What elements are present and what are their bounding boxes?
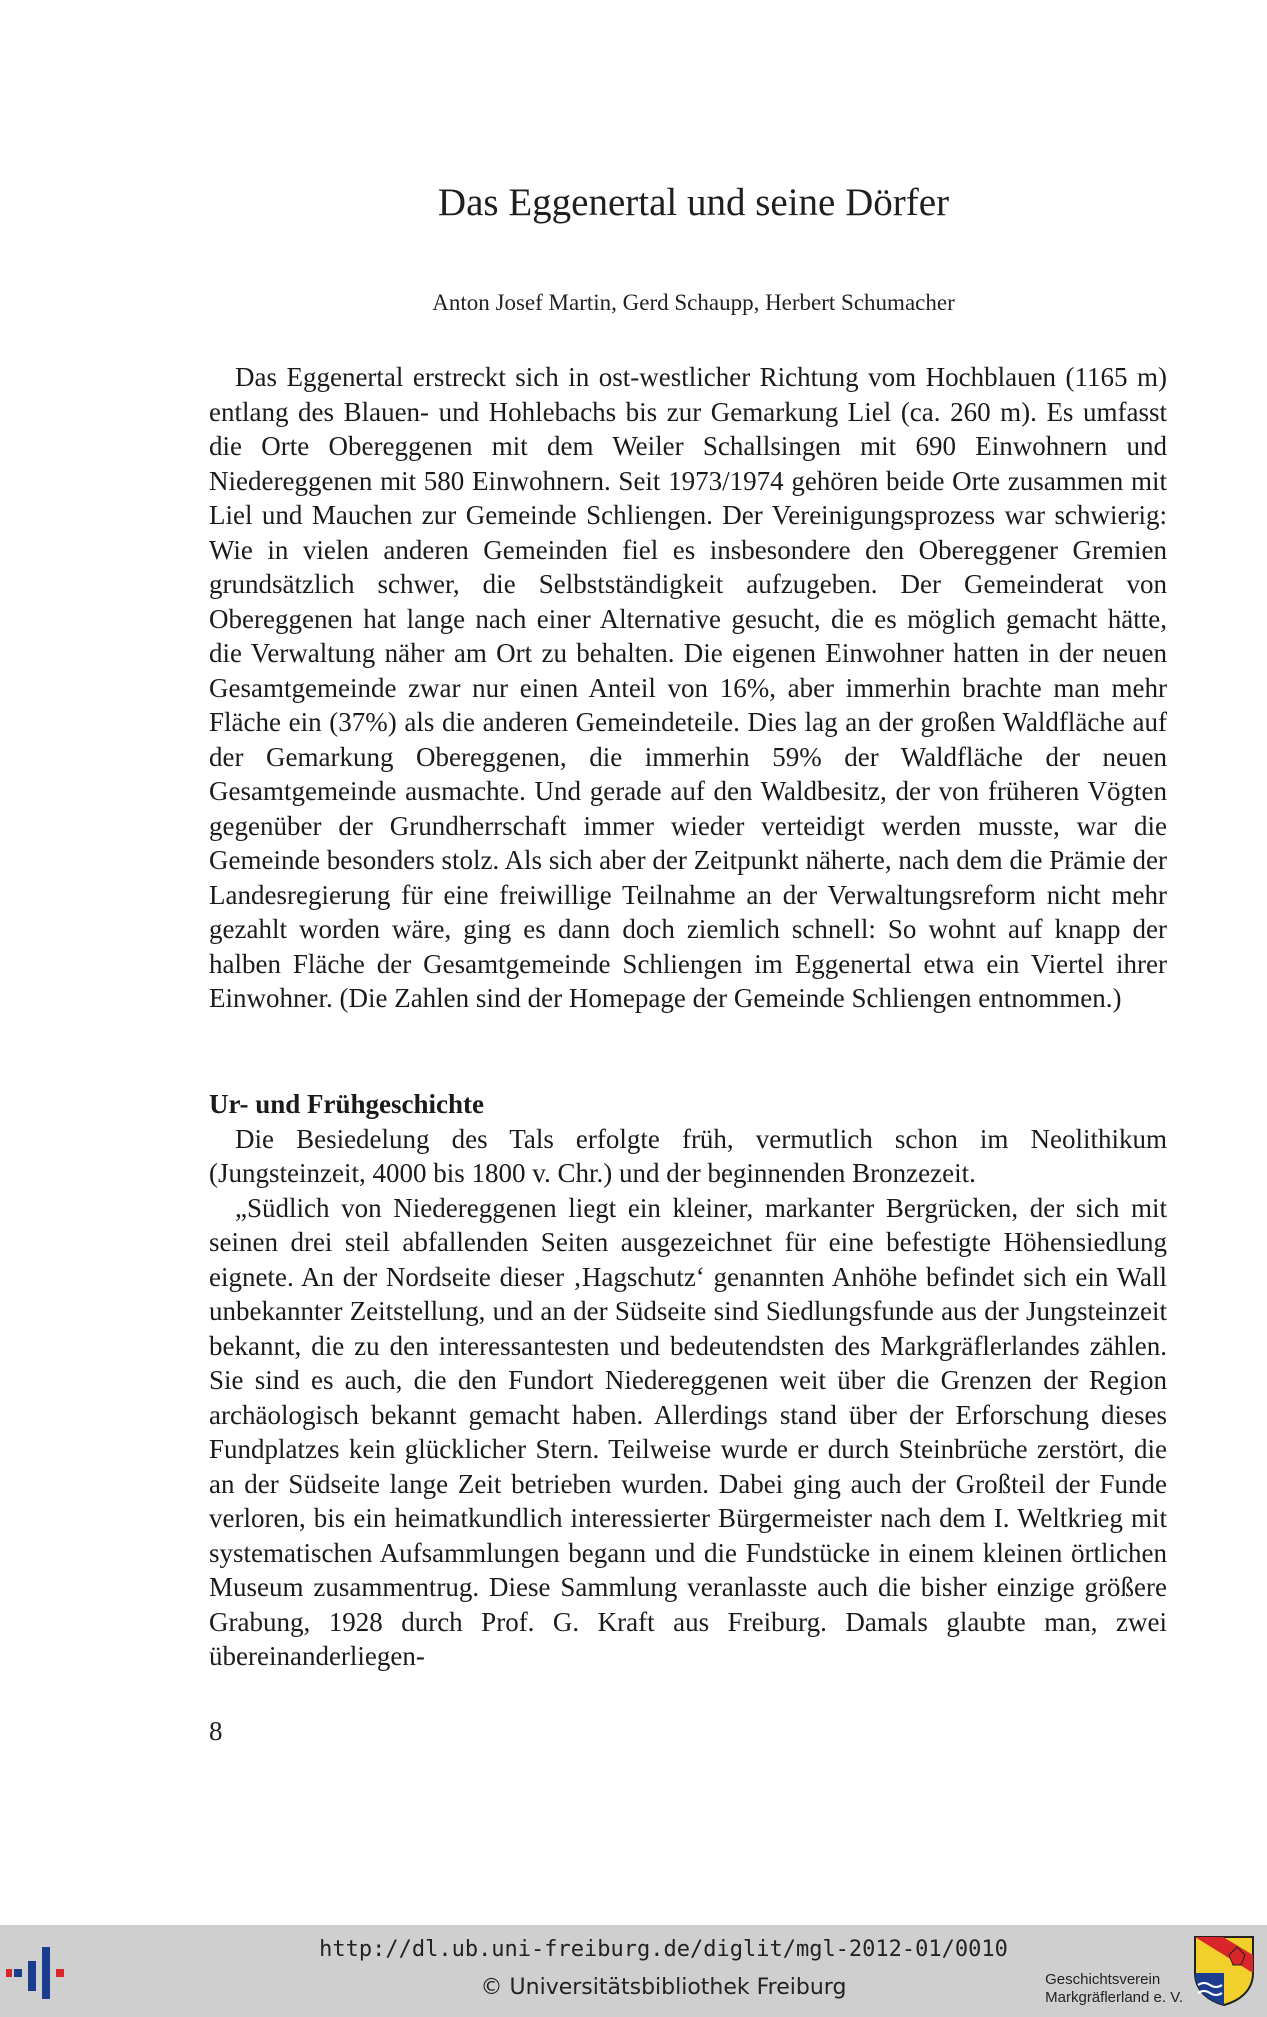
section-paragraph-1: Die Besiedelung des Tals erfolgte früh, vermutlich schon im Neolithikum (Jungsteinzeit, 4000 bis 1800 v. Chr.) und der beginnenden Bronzezeit. <box>209 1123 1167 1188</box>
article-title: Das Eggenertal und seine Dörfer <box>437 181 950 224</box>
document-url-link[interactable]: http://dl.ub.uni-freiburg.de/diglit/mgl-2012-01/0010 <box>319 1937 1008 1962</box>
section-heading: Ur- und Frühgeschichte <box>209 1089 484 1119</box>
copyright-text: © Universitätsbibliothek Freiburg <box>480 1975 847 2000</box>
society-line-2: Markgräflerland e. V. <box>1045 1989 1183 2006</box>
society-line-1: Geschichtsverein <box>1045 1971 1161 1988</box>
intro-paragraph: Das Eggenertal erstreckt sich in ost-westlicher Richtung vom Hochblauen (1165 m) entlang des Blauen- und Hohlebachs bis zur Gemarkung Liel (ca. 260 m). Es umfasst die Orte Obereggenen mit dem Weiler Schallsingen mit 690 Einwohnern und Niedereggenen mit 580 Einwohnern. Seit 1973/1974 gehören beide Orte zusammen mit Liel und Mauchen zur Gemeinde Schliengen. Der Vereinigungsprozess war schwierig: Wie in vielen anderen Gemeinden fiel es insbesondere den Obereggener Gremien grundsätzlich schwer, die Selbstständigkeit aufzugeben. Der Gemeinderat von Obereggenen hat lange nach einer Alternative gesucht, die es möglich gemacht hätte, die Verwaltung näher am Ort zu behalten. Die eigenen Einwohner hatten in der neuen Gesamtgemeinde zwar nur einen Anteil von 16%, aber immerhin brachte man mehr Fläche ein (37%) als die anderen Gemeindeteile. Dies lag an der großen Waldfläche auf der Gemarkung Obereggenen, die immerhin 59% der Waldfläche der neuen Gesamtgemeinde ausmachte. Und gerade auf den Waldbesitz, der von früheren Vögten gegenüber der Grundherrschaft immer wieder verteidigt werden musste, war die Gemeinde besonders stolz. Als sich aber der Zeitpunkt näherte, nach dem die Prämie der Landesregierung für eine freiwillige Teilnahme an der Verwaltungsreform nicht mehr gezahlt worden wäre, ging es dann doch ziemlich schnell: So wohnt auf knapp der halben Fläche der Gesamtgemeinde Schliengen im Eggenertal etwa ein Viertel ihrer Einwohner. (Die Zahlen sind der Homepage der Gemeinde Schliengen entnommen.) <box>209 362 1167 1013</box>
section-ur-fruehgeschichte <box>209 1087 1167 1674</box>
footer-bar <box>0 1925 1267 2017</box>
intro-text-block <box>209 360 1167 1016</box>
section-paragraph-2: „Südlich von Niedereggenen liegt ein kleiner, markanter Bergrücken, der sich mit seinen drei steil abfallenden Seiten ausgezeichnet für eine befestigte Höhensiedlung eignete. An der Nordseite dieser ‚Hagschutz‘ genannten Anhöhe befindet sich ein Wall unbekannter Zeitstellung, und an der Südseite sind Siedlungsfunde aus der Jungsteinzeit bekannt, die zu den interessantesten und bedeutendsten des Markgräflerlandes zählen. Sie sind es auch, die den Fundort Niedereggenen weit über die Grenzen der Region archäologisch bekannt gemacht haben. Allerdings stand über der Erforschung dieses Fundplatzes kein glücklicher Stern. Teilweise wurde er durch Steinbrüche zerstört, die an der Südseite lange Zeit betrieben wurden. Dabei ging auch der Großteil der Funde verloren, bis ein heimatkundlich interessierter Bürgermeister nach dem I. Weltkrieg mit systematischen Aufsammlungen begann und die Fundstücke in einem kleinen örtlichen Museum zusammentrug. Diese Sammlung veranlasste auch die bisher einzige größere Grabung, 1928 durch Prof. G. Kraft aus Freiburg. Damals glaubte man, zwei übereinanderliegen- <box>209 1192 1167 1671</box>
page-number: 8 <box>209 1716 223 1746</box>
society-name <box>1045 1971 1183 2007</box>
article-authors: Anton Josef Martin, Gerd Schaupp, Herbert Schumacher <box>432 290 955 315</box>
coat-of-arms-icon <box>1193 1935 1255 2007</box>
